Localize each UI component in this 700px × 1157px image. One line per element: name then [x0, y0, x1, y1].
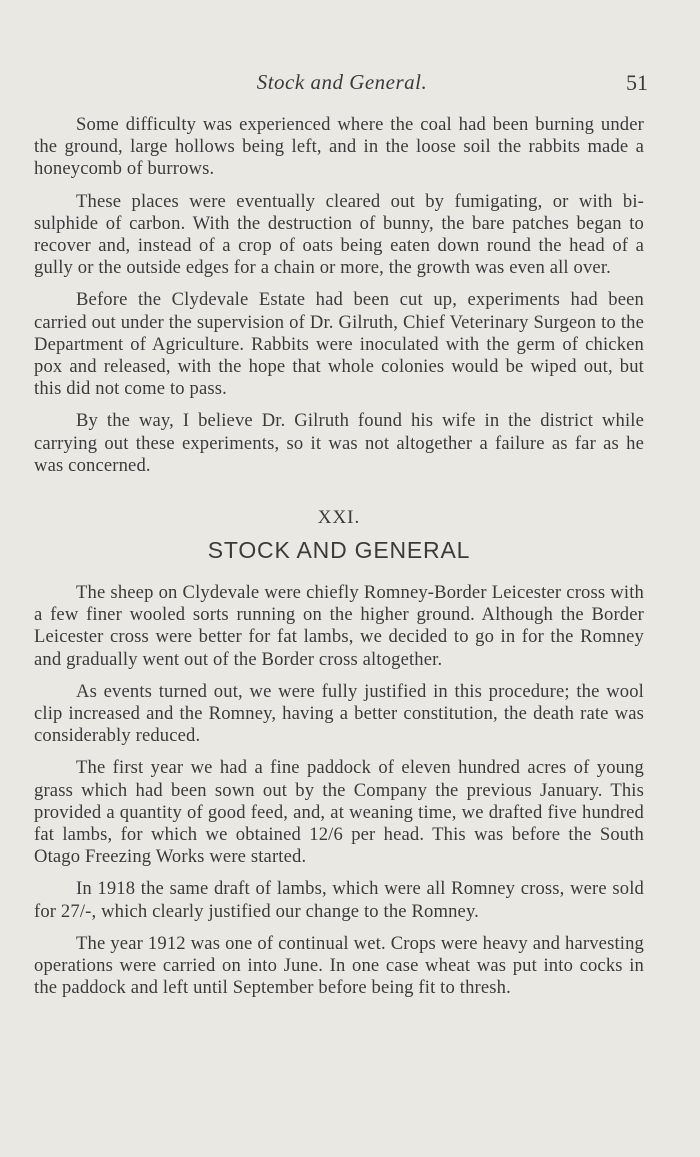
paragraph: By the way, I believe Dr. Gilruth found his wife in the district while carrying out these experiments, so it was not altogether a failure as far as he was concerned. [34, 410, 644, 476]
chapter-number: XXI. [317, 507, 361, 529]
running-title: Stock and General. [256, 70, 428, 94]
chapter-title: STOCK AND GENERAL [207, 537, 471, 564]
paragraph: In 1918 the same draft of lambs, which were all Romney cross, were sold for 27/-, which clearly justified our change to the Romney. [34, 878, 644, 922]
body-text [34, 114, 644, 1010]
page-number: 51 [626, 70, 648, 95]
paragraph: Some difficulty was experienced where the coal had been burning under the ground, large hollows being left, and in the loose soil the rabbits made a honeycomb of burrows. [34, 114, 644, 180]
paragraph: The sheep on Clydevale were chiefly Romney-Border Leicester cross with a few finer wooled sorts running on the higher ground. Although the Border Leicester cross were better for fat lambs, we decided to go in for the Romney and gradually went out of the Border cross altogether. [34, 582, 644, 670]
paragraph: As events turned out, we were fully justified in this procedure; the wool clip increased and the Romney, having a better constitution, the death rate was considerably reduced. [34, 680, 644, 747]
paragraph: Before the Clydevale Estate had been cut up, experiments had been carried out under the supervision of Dr. Gilruth, Chief Veterinary Surgeon to the Department of Agriculture. Rabbits were inoculated with the germ of chicken pox and released, with the hope that whole colonies would be wiped out, but this did not come to pass. [34, 289, 644, 400]
running-head [36, 70, 648, 100]
paragraph: The year 1912 was one of continual wet. Crops were heavy and harvesting operations were carried on into June. In one case wheat was put into cocks in the paddock and left until September before being fit to thresh. [34, 932, 644, 999]
paragraph: The first year we had a fine paddock of eleven hundred acres of young grass which had been sown out by the Company the previous January. This provided a quantity of good feed, and, at weaning time, we drafted five hundred fat lambs, for which we obtained 12/6 per head. This was before the South Otago Freezing Works were started. [34, 757, 644, 868]
paragraph: These places were eventually cleared out by fumigating, or with bi-sulphide of carbon. With the destruction of bunny, the bare patches began to recover and, instead of a crop of oats being eaten down round the head of a gully or the outside edges for a chain or more, the growth was even all over. [34, 190, 644, 279]
